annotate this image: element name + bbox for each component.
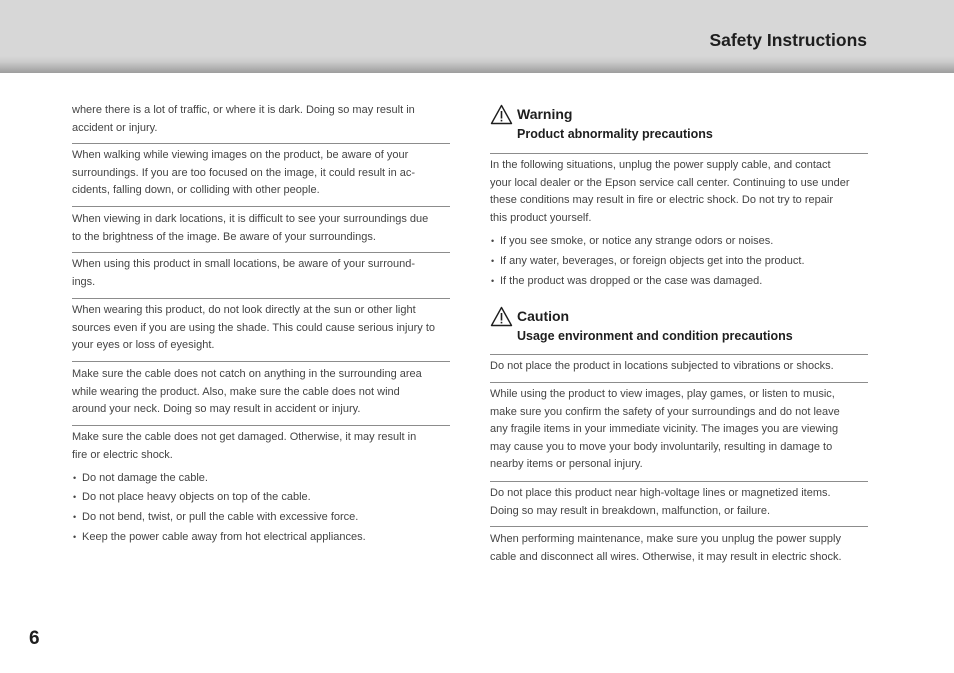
page-title: Safety Instructions (709, 30, 867, 50)
divider (490, 526, 868, 527)
paragraph: Make sure the cable does not get damaged. Otherwise, it may result in fire or electric shock. (72, 431, 417, 461)
paragraph: where there is a lot of traffic, or where it is dark. Doing so may result in accident or injury. (72, 104, 415, 134)
caution-subtitle: Usage environment and condition precautions (517, 329, 793, 343)
paragraph: When walking while viewing images on the product, be aware of your surroundings. If you are too focused on the image, it could result in ac- cidents, falling down, or colliding with other people. (72, 149, 416, 197)
bullet-icon: • (73, 492, 77, 502)
divider (490, 153, 868, 154)
paragraph: When wearing this product, do not look directly at the sun or other light sources even if you are using the shade. This could cause serious injury to your eyes or loss of eyesight. (72, 304, 435, 352)
paragraph: While using the product to view images, play games, or listen to music, make sure you confirm the safety of your surroundings and do not leave any fragile items in your immediate vicinity. The images you are viewing may cause you to move your body involuntarily, resulting in damage to nearby items or personal injury. (490, 388, 840, 471)
divider (72, 252, 450, 253)
divider (72, 298, 450, 299)
caution-title: Caution (517, 308, 570, 324)
warning-triangle-icon (490, 104, 513, 125)
bullet-icon: • (491, 236, 495, 246)
bullet-icon: • (73, 512, 77, 522)
warning-title: Warning (517, 106, 573, 122)
divider (72, 425, 450, 426)
paragraph: When using this product in small locations, be aware of your surround- ings. (72, 258, 416, 288)
paragraph: Do not place the product in locations subjected to vibrations or shocks. (490, 360, 834, 372)
warning-triangle-icon (490, 306, 513, 327)
divider (490, 354, 868, 355)
bullet-icon: • (491, 256, 495, 266)
warning-subtitle: Product abnormality precautions (517, 127, 713, 141)
paragraph: In the following situations, unplug the power supply cable, and contact your local dealer or the Epson service call center. Continuing to use under these conditions may result in fire or electric shock. Do not try to repair this product yourself. (490, 159, 850, 224)
paragraph: When viewing in dark locations, it is difficult to see your surroundings due to the brightness of the image. Be aware of your surroundings. (72, 213, 429, 243)
paragraph: Do not place this product near high-voltage lines or magnetized items. Doing so may result in breakdown, malfunction, or failure. (490, 487, 831, 517)
paragraph: When performing maintenance, make sure you unplug the power supply cable and disconnect all wires. Otherwise, it may result in electric shock. (490, 533, 842, 563)
paragraph: Make sure the cable does not catch on anything in the surrounding area while wearing the product. Also, make sure the cable does not wind around your neck. Doing so may result in accident or injury. (72, 368, 422, 416)
page-header (0, 0, 954, 73)
divider (72, 206, 450, 207)
divider (490, 481, 868, 482)
divider (490, 382, 868, 383)
divider (72, 143, 450, 144)
bullet-icon: • (491, 276, 495, 286)
divider (72, 361, 450, 362)
bullet-icon: • (73, 473, 77, 483)
page-number: 6 (29, 628, 40, 649)
bullet-icon: • (73, 532, 77, 542)
